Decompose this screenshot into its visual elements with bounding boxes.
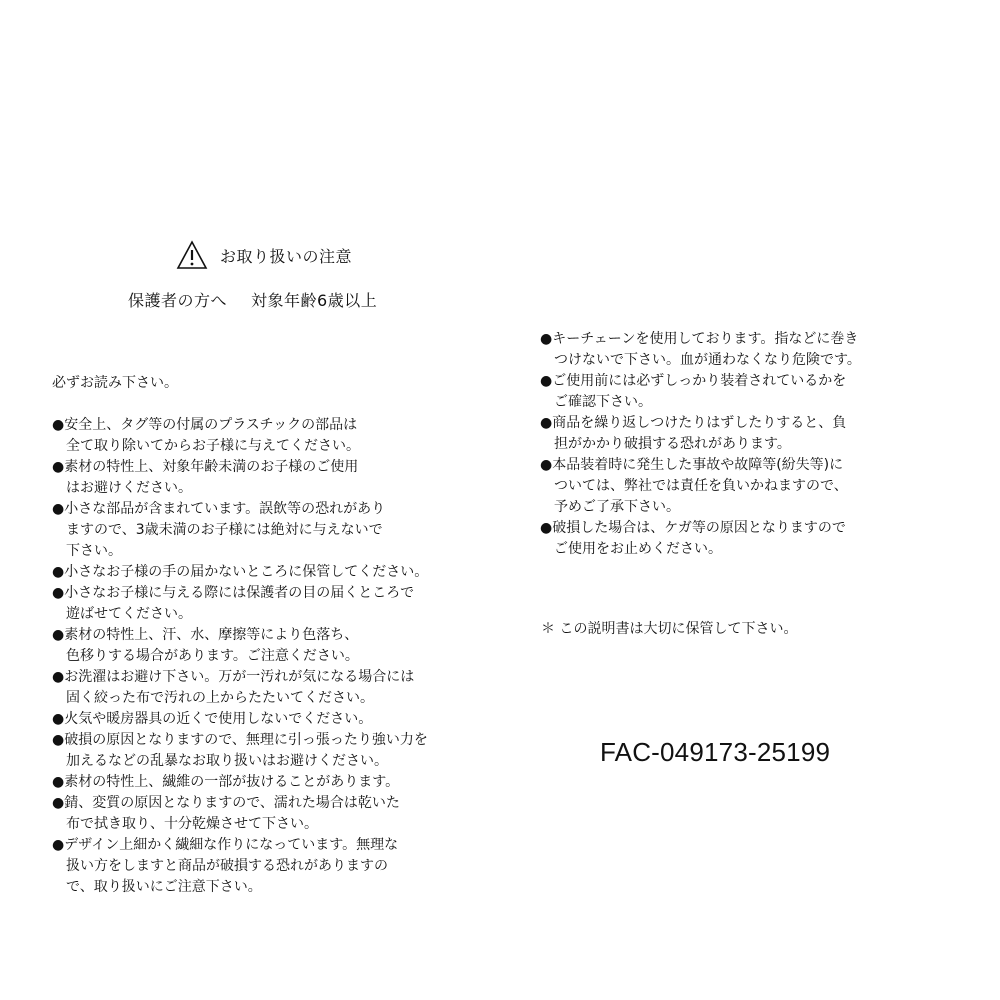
caution-line: 布で拭き取り、十分乾燥させて下さい。 — [66, 816, 318, 832]
caution-line: ●破損した場合は、ケガ等の原因となりますので — [540, 520, 846, 536]
caution-line: ●錆、変質の原因となりますので、濡れた場合は乾いた — [52, 795, 400, 811]
caution-line: ますので、3歳未満のお子様には絶対に与えないで — [66, 522, 383, 538]
caution-item — [540, 518, 861, 560]
caution-item — [52, 457, 428, 499]
caution-line: ●お洗濯はお避け下さい。万が一汚れが気になる場合には — [52, 669, 415, 685]
caution-item — [52, 499, 428, 562]
intro-text: 必ずお読み下さい。 — [52, 375, 178, 391]
caution-line: ●小さなお子様の手の届かないところに保管してください。 — [52, 564, 429, 580]
caution-item — [52, 730, 428, 772]
title-row — [176, 238, 352, 272]
caution-line: 全て取り除いてからお子様に与えてください。 — [66, 438, 360, 454]
caution-line: 遊ばせてください。 — [66, 606, 192, 622]
caution-line: ご確認下さい。 — [554, 394, 652, 410]
caution-line: ●素材の特性上、繊維の一部が抜けることがあります。 — [52, 774, 400, 790]
subtitle-row — [128, 288, 377, 311]
caution-item — [52, 625, 428, 667]
caution-item — [52, 835, 428, 898]
caution-line: 加えるなどの乱暴なお取り扱いはお避けください。 — [66, 753, 388, 769]
storage-note: ＊ この説明書は大切に保管して下さい。 — [541, 621, 798, 637]
caution-item — [52, 415, 428, 457]
audience-label: 保護者の方へ — [128, 291, 228, 310]
caution-line: ●素材の特性上、対象年齢未満のお子様のご使用 — [52, 459, 359, 475]
caution-item — [52, 772, 428, 793]
caution-line: ●小さなお子様に与える際には保護者の目の届くところで — [52, 585, 415, 601]
caution-line: 下さい。 — [66, 543, 122, 559]
page-title: お取り扱いの注意 — [220, 246, 353, 266]
warning-triangle-icon — [176, 240, 208, 270]
caution-line: ●キーチェーンを使用しております。指などに巻き — [540, 331, 859, 347]
caution-item — [540, 413, 861, 455]
caution-line: ●本品装着時に発生した事故や故障等(紛失等)に — [540, 457, 844, 473]
caution-line: はお避けください。 — [66, 480, 192, 496]
caution-line: 固く絞った布で汚れの上からたたいてください。 — [66, 690, 374, 706]
caution-line: ●火気や暖房器具の近くで使用しないでください。 — [52, 711, 373, 727]
caution-item — [540, 329, 861, 371]
caution-item — [52, 709, 428, 730]
caution-item — [540, 371, 861, 413]
left-column — [52, 331, 428, 898]
caution-line: ●ご使用前には必ずしっかり装着されているかを — [540, 373, 847, 389]
caution-item — [540, 455, 861, 518]
caution-line: ついては、弊社では責任を負いかねますので、 — [554, 478, 848, 494]
caution-item — [52, 562, 428, 583]
caution-line: 扱い方をしますと商品が破損する恐れがありますの — [66, 858, 388, 874]
caution-line: ●小さな部品が含まれています。誤飲等の恐れがあり — [52, 501, 386, 517]
caution-line: で、取り扱いにご注意下さい。 — [66, 879, 262, 895]
caution-item — [52, 583, 428, 625]
product-code: FAC-049173-25199 — [600, 737, 831, 767]
caution-line: ●安全上、タグ等の付属のプラスチックの部品は — [52, 417, 358, 433]
age-target-label: 対象年齢6歳以上 — [251, 291, 378, 310]
right-column — [540, 329, 861, 560]
caution-line: つけないで下さい。血が通わなくなり危険です。 — [554, 352, 861, 368]
caution-line: 担がかかり破損する恐れがあります。 — [554, 436, 791, 452]
caution-line: ご使用をお止めください。 — [554, 541, 722, 557]
caution-item — [52, 667, 428, 709]
caution-line: ●商品を繰り返しつけたりはずしたりすると、負 — [540, 415, 847, 431]
caution-line: ●素材の特性上、汗、水、摩擦等により色落ち、 — [52, 627, 359, 643]
caution-line: 予めご了承下さい。 — [554, 499, 680, 515]
caution-line: ●デザイン上細かく繊細な作りになっています。無理な — [52, 837, 399, 853]
caution-item — [52, 793, 428, 835]
caution-line: ●破損の原因となりますので、無理に引っ張ったり強い力を — [52, 732, 428, 748]
caution-line: 色移りする場合があります。ご注意ください。 — [66, 648, 359, 664]
